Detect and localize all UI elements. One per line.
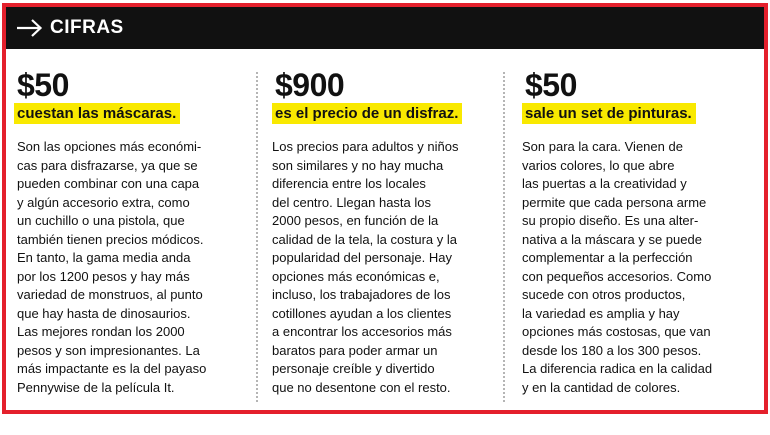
arrow-right-icon	[16, 17, 44, 39]
figure-body-text: Son las opciones más económi- cas para disfrazarse, ya que se pueden combinar con una capa y algún accesorio extra, como un cuchillo o una pistola, que también tienen precios módicos. En tanto, la gama media anda por los 1200 pesos y hay más variedad de monstruos, al punto que hay hasta de dinosaurios. Las mejores rondan los 2000 pesos y son impresionantes. La más impactante es la del payaso Pennywise de la película It.	[17, 139, 207, 395]
figure-body-text: Los precios para adultos y niños son similares y no hay mucha diferencia entre los locales del centro. Llegan hasta los 2000 pesos, en función de la calidad de la tela, la costura y la popularidad del personaje. Hay opciones más económicas e, incluso, los trabajadores de los cotillones ayudan a los clientes a encontrar los accesorios más baratos para poder armar un personaje creíble y divertido que no desentone con el resto.	[272, 139, 459, 395]
section-header	[6, 7, 764, 49]
figure-amount: $50	[525, 67, 577, 103]
column-divider	[503, 72, 505, 402]
figure-body-text: Son para la cara. Vienen de varios colores, lo que abre las puertas a la creatividad y permite que cada persona arme su propio diseño. Es una alter- nativa a la máscara y se puede complementar a la perfección con pequeños accesorios. Como sucede con otros productos, la variedad es amplia y hay opciones más costosas, que van desde los 180 a los 300 pesos. La diferencia radica en la calidad y en la cantidad de colores.	[522, 139, 713, 395]
figure-amount: $900	[275, 67, 345, 103]
figure-column-costume	[272, 69, 490, 397]
figure-caption: sale un set de pinturas.	[522, 103, 696, 124]
figure-caption: cuestan las máscaras.	[14, 103, 180, 124]
figure-caption: es el precio de un disfraz.	[272, 103, 462, 124]
figure-amount: $50	[17, 67, 69, 103]
infobox-frame	[2, 3, 768, 414]
section-title: CIFRAS	[50, 17, 124, 38]
figure-column-masks	[14, 69, 247, 397]
figure-column-paint	[522, 69, 750, 397]
column-divider	[256, 72, 258, 402]
